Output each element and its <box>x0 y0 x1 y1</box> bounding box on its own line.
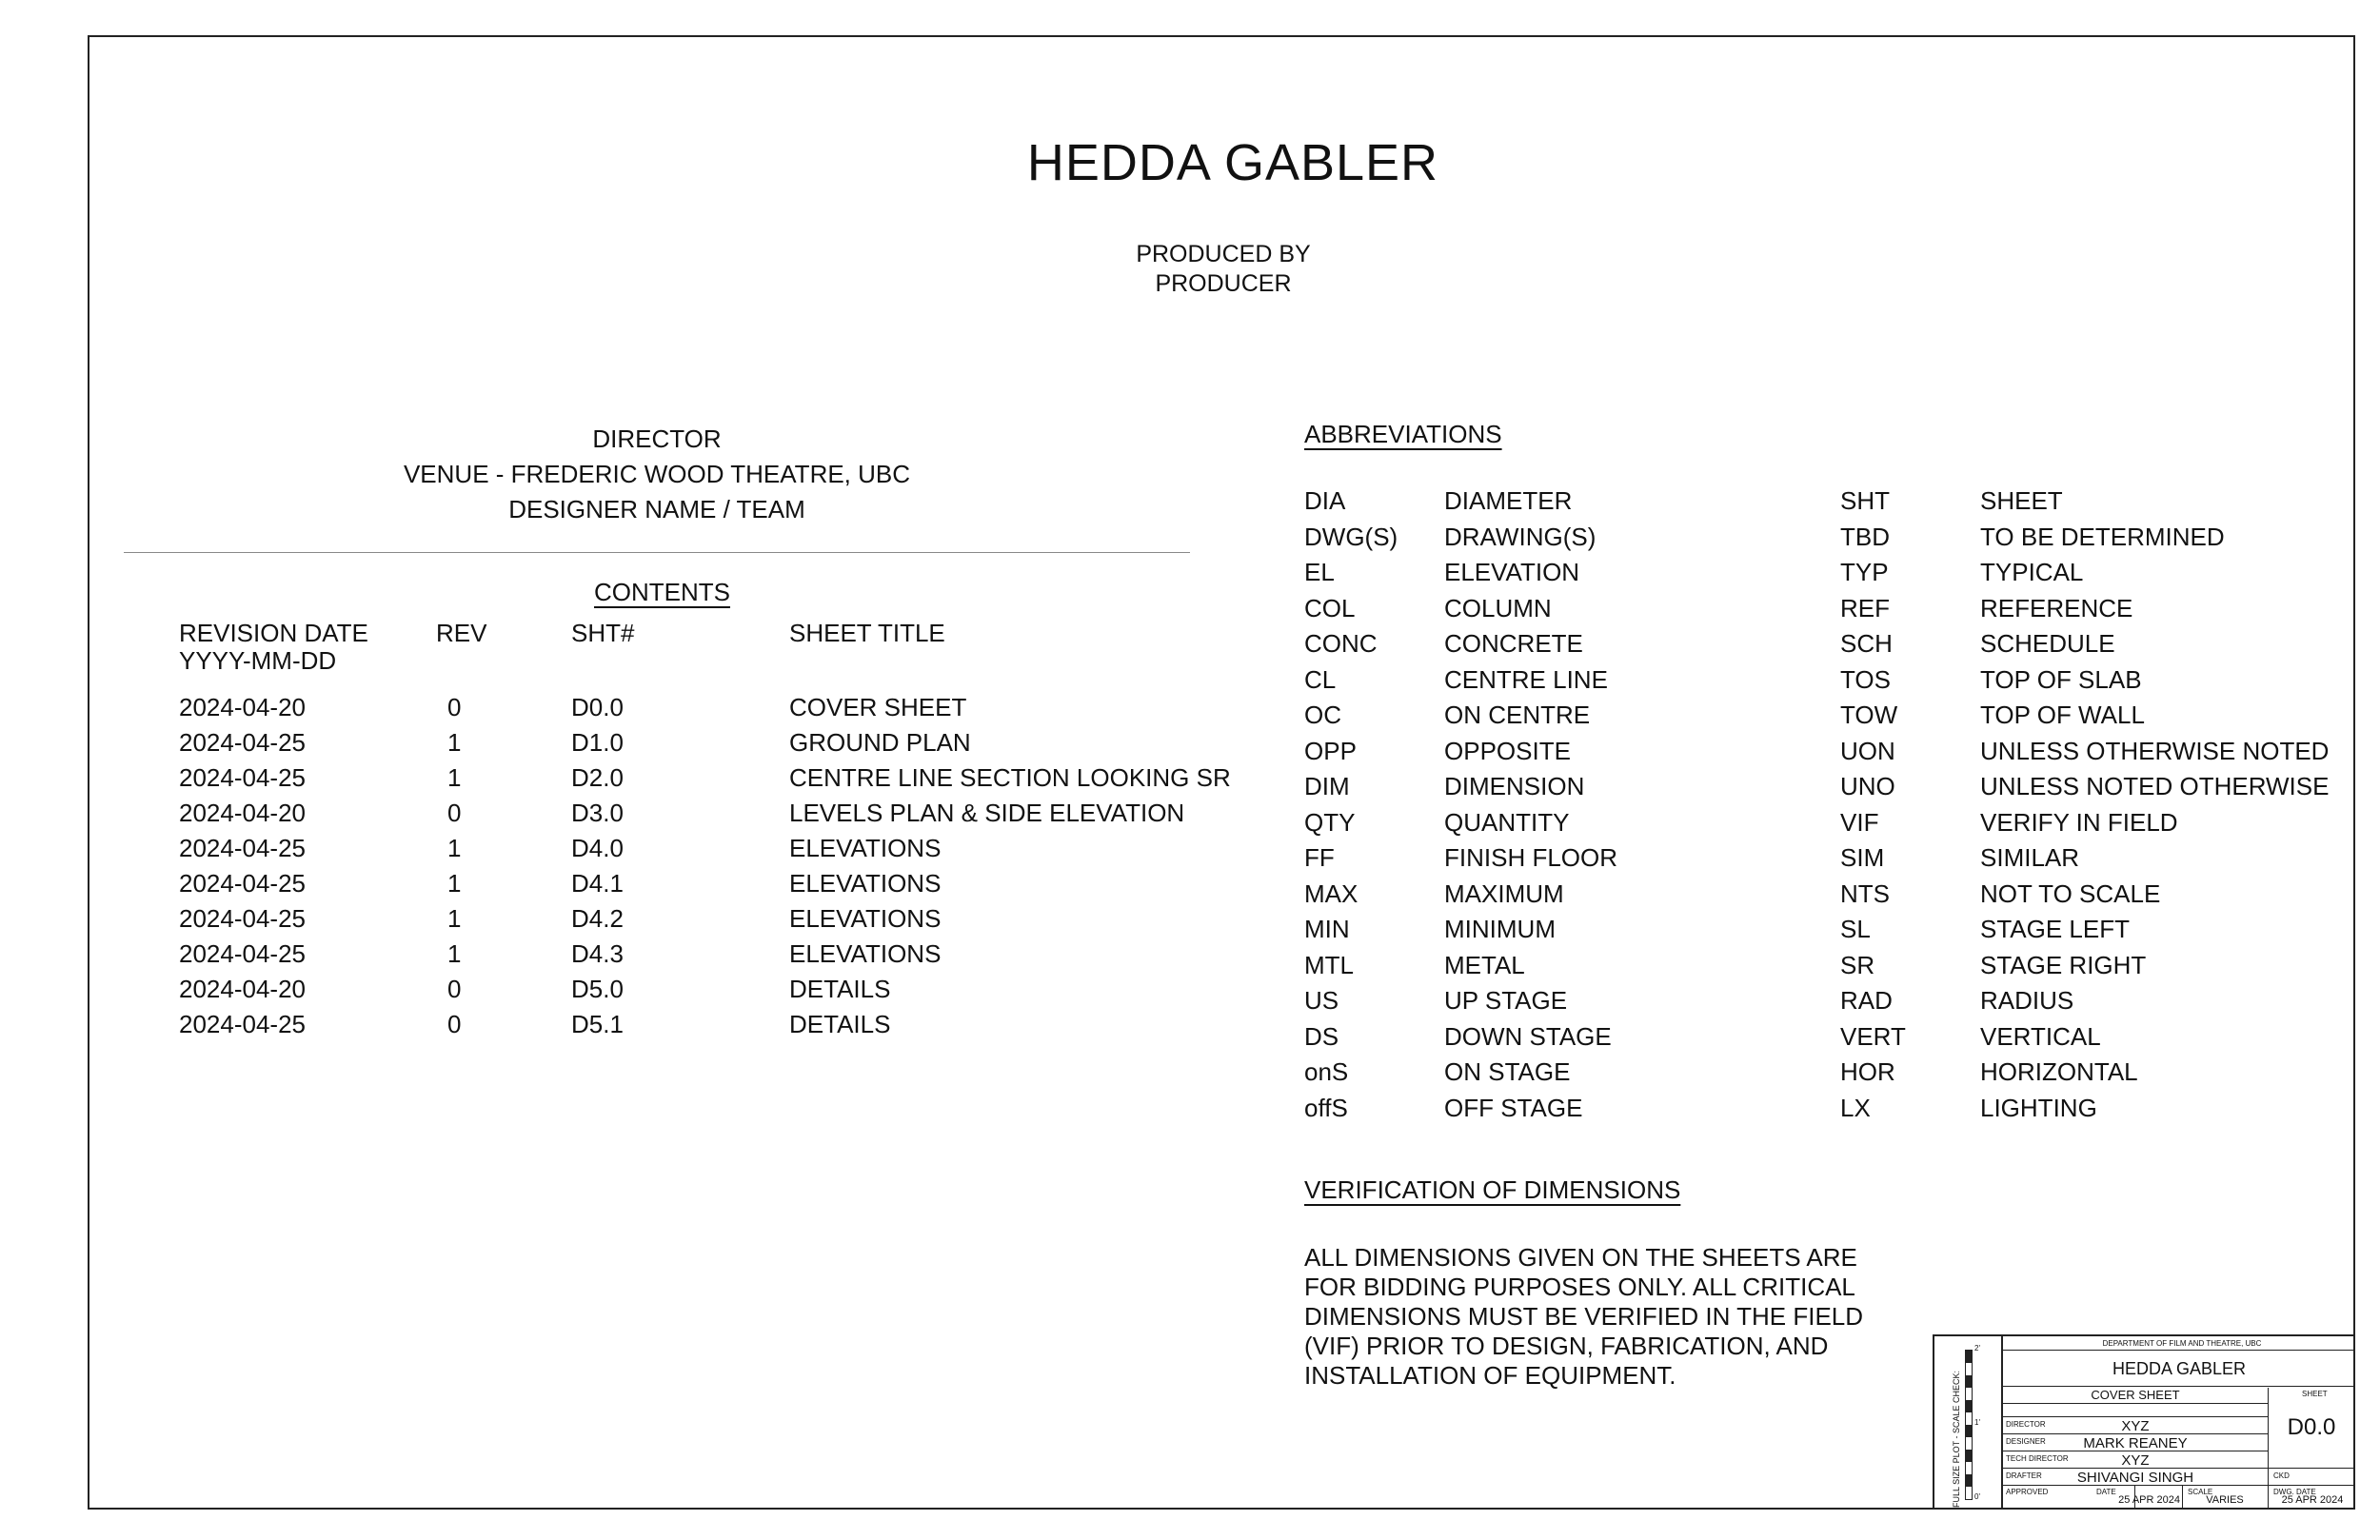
abbr-code: TOW <box>1840 701 1898 729</box>
contents-row-sht: D4.0 <box>571 834 624 862</box>
abbr-meaning: CONCRETE <box>1444 629 1583 658</box>
abbr-code: TOS <box>1840 664 1891 694</box>
abbr-meaning: UNLESS NOTED OTHERWISE <box>1980 772 2330 800</box>
contents-row-rev: 1 <box>447 904 462 933</box>
abbr-meaning: STAGE RIGHT <box>1980 950 2147 979</box>
contents-row-sht: D5.0 <box>571 975 624 1003</box>
contents-row-title: DETAILS <box>789 975 891 1003</box>
abbr-meaning: FINISH FLOOR <box>1444 843 1618 872</box>
tb-sheet-label: SHEET <box>2302 1390 2328 1398</box>
abbr-code: QTY <box>1304 807 1356 837</box>
contents-row-title: ELEVATIONS <box>789 869 942 898</box>
abbr-code: HOR <box>1840 1057 1895 1086</box>
contents-row-date: 2024-04-25 <box>179 834 306 862</box>
tb-drafter-label: DRAFTER <box>2006 1471 2042 1480</box>
verification-line: DIMENSIONS MUST BE VERIFIED IN THE FIELD <box>1304 1302 1864 1331</box>
abbr-code: DIA <box>1304 486 1346 515</box>
abbr-code: FF <box>1304 843 1335 872</box>
contents-row-title: LEVELS PLAN & SIDE ELEVATION <box>789 799 1185 827</box>
contents-row-sht: D4.2 <box>571 904 624 933</box>
contents-row-rev: 0 <box>447 693 462 721</box>
contents-row-date: 2024-04-20 <box>179 975 306 1003</box>
director-credit: DIRECTOR <box>592 424 722 453</box>
contents-row-date: 2024-04-25 <box>179 869 306 898</box>
col-header-date: REVISION DATE <box>179 619 368 647</box>
abbr-code: SIM <box>1840 843 1885 872</box>
abbr-meaning: NOT TO SCALE <box>1980 879 2161 908</box>
abbr-code: SR <box>1840 950 1875 979</box>
abbr-meaning: SIMILAR <box>1980 843 2080 872</box>
contents-row-rev: 0 <box>447 1010 462 1038</box>
divider <box>124 552 1190 553</box>
abbr-code: VERT <box>1840 1021 1906 1051</box>
contents-row-sht: D4.3 <box>571 939 624 968</box>
contents-row-rev: 1 <box>447 869 462 898</box>
abbr-code: UON <box>1840 736 1895 765</box>
produced-by-label: PRODUCED BY <box>1136 241 1311 267</box>
abbr-meaning: OFF STAGE <box>1444 1093 1583 1122</box>
verification-line: FOR BIDDING PURPOSES ONLY. ALL CRITICAL <box>1304 1273 1855 1301</box>
contents-row-sht: D2.0 <box>571 763 624 792</box>
contents-row-title: CENTRE LINE SECTION LOOKING SR <box>789 763 1231 792</box>
abbr-code: DIM <box>1304 772 1350 800</box>
col-header-sht: SHT# <box>571 619 635 647</box>
abbr-code: DS <box>1304 1021 1339 1051</box>
contents-row-date: 2024-04-25 <box>179 1010 306 1038</box>
designer-credit: DESIGNER NAME / TEAM <box>508 495 805 523</box>
contents-row-rev: 0 <box>447 975 462 1003</box>
abbr-meaning: TYPICAL <box>1980 558 2084 586</box>
verification-line: ALL DIMENSIONS GIVEN ON THE SHEETS ARE <box>1304 1243 1857 1272</box>
abbr-meaning: CENTRE LINE <box>1444 664 1608 694</box>
col-header-sheet-title: SHEET TITLE <box>789 619 945 647</box>
contents-row-sht: D3.0 <box>571 799 624 827</box>
abbr-code: MAX <box>1304 879 1359 908</box>
contents-row-date: 2024-04-20 <box>179 799 306 827</box>
abbreviations-heading: ABBREVIATIONS <box>1304 420 1502 448</box>
contents-row-date: 2024-04-25 <box>179 939 306 968</box>
tb-sheet-number: D0.0 <box>2287 1414 2336 1440</box>
tb-dwg-date-label: DWG. DATE <box>2273 1488 2316 1496</box>
abbr-meaning: MINIMUM <box>1444 915 1556 943</box>
abbr-code: SL <box>1840 915 1871 943</box>
abbr-code: UNO <box>1840 772 1895 800</box>
producer: PRODUCER <box>1155 270 1292 297</box>
abbr-meaning: REFERENCE <box>1980 593 2133 622</box>
abbr-meaning: ON STAGE <box>1444 1057 1571 1086</box>
tb-production: HEDDA GABLER <box>2112 1359 2247 1378</box>
abbr-code: MIN <box>1304 915 1350 943</box>
abbr-meaning: OPPOSITE <box>1444 736 1571 765</box>
abbr-code: DWG(S) <box>1304 522 1398 551</box>
verification-line: INSTALLATION OF EQUIPMENT. <box>1304 1361 1676 1390</box>
tb-scale-mark-1: 1' <box>1974 1418 1980 1427</box>
abbr-code: SCH <box>1840 629 1893 658</box>
tb-drafter: SHIVANGI SINGH <box>2076 1470 2194 1486</box>
title-block <box>1933 1334 2355 1510</box>
contents-row-title: ELEVATIONS <box>789 834 942 862</box>
abbr-code: REF <box>1840 593 1890 622</box>
abbr-meaning: ELEVATION <box>1444 558 1580 586</box>
abbr-meaning: TOP OF WALL <box>1980 701 2145 729</box>
abbr-code: CONC <box>1304 629 1378 658</box>
abbr-meaning: ON CENTRE <box>1444 701 1591 729</box>
contents-row-date: 2024-04-25 <box>179 728 306 757</box>
tb-scale: VARIES <box>2206 1494 2244 1506</box>
verification-heading: VERIFICATION OF DIMENSIONS <box>1304 1175 1681 1204</box>
abbr-meaning: VERTICAL <box>1980 1021 2101 1051</box>
tb-designer-label: DESIGNER <box>2006 1437 2046 1446</box>
abbr-code: US <box>1304 986 1339 1015</box>
col-header-date-format: YYYY-MM-DD <box>179 646 337 675</box>
abbr-meaning: MAXIMUM <box>1444 879 1564 908</box>
contents-row-title: DETAILS <box>789 1010 891 1038</box>
contents-row-date: 2024-04-25 <box>179 904 306 933</box>
contents-row-rev: 1 <box>447 763 462 792</box>
abbr-meaning: UNLESS OTHERWISE NOTED <box>1980 736 2330 765</box>
venue-credit: VENUE - FREDERIC WOOD THEATRE, UBC <box>403 460 911 488</box>
contents-row-sht: D4.1 <box>571 869 624 898</box>
col-header-rev: REV <box>436 619 487 647</box>
abbr-code: LX <box>1840 1093 1871 1122</box>
abbr-meaning: SHEET <box>1980 486 2063 515</box>
abbr-code: CL <box>1304 664 1337 694</box>
abbr-code: RAD <box>1840 986 1893 1015</box>
abbr-meaning: COLUMN <box>1444 593 1552 622</box>
contents-row-title: ELEVATIONS <box>789 939 942 968</box>
contents-heading: CONTENTS <box>594 578 730 606</box>
tb-designer: MARK REANEY <box>2083 1435 2188 1451</box>
abbr-meaning: DRAWING(S) <box>1444 522 1597 551</box>
tb-date-label: DATE <box>2096 1488 2116 1496</box>
contents-row-date: 2024-04-25 <box>179 763 306 792</box>
abbr-meaning: UP STAGE <box>1444 986 1568 1015</box>
abbr-meaning: RADIUS <box>1980 986 2074 1015</box>
abbr-code: SHT <box>1840 486 1890 515</box>
abbr-code: OPP <box>1304 736 1357 765</box>
tb-scale-label: SCALE <box>2188 1488 2213 1496</box>
abbr-meaning: SCHEDULE <box>1980 629 2115 658</box>
verification-line: (VIF) PRIOR TO DESIGN, FABRICATION, AND <box>1304 1332 1829 1360</box>
abbr-code: MTL <box>1304 950 1354 979</box>
abbr-code: NTS <box>1840 879 1890 908</box>
tb-scale-mark-2: 2' <box>1974 1344 1980 1352</box>
tb-director-label: DIRECTOR <box>2006 1420 2046 1429</box>
abbr-code: EL <box>1304 558 1335 586</box>
abbr-meaning: DIMENSION <box>1444 772 1585 800</box>
abbr-code: TYP <box>1840 558 1889 586</box>
contents-row-sht: D5.1 <box>571 1010 624 1038</box>
tb-dwg-date: 25 APR 2024 <box>2281 1494 2344 1506</box>
tb-tech-director-label: TECH DIRECTOR <box>2006 1454 2069 1463</box>
abbr-code: onS <box>1304 1057 1349 1086</box>
page-title: HEDDA GABLER <box>1026 134 1439 191</box>
tb-scale-check: FULL SIZE PLOT - SCALE CHECK: <box>1952 1370 1961 1508</box>
contents-row-title: ELEVATIONS <box>789 904 942 933</box>
tb-ckd-label: CKD <box>2273 1471 2290 1480</box>
tb-date: 25 APR 2024 <box>2118 1494 2180 1506</box>
abbr-code: VIF <box>1840 807 1879 837</box>
tb-scale-mark-0: 0' <box>1974 1492 1980 1501</box>
abbr-code: OC <box>1304 701 1341 729</box>
tb-tech-director: XYZ <box>2121 1452 2150 1469</box>
abbr-meaning: TOP OF SLAB <box>1980 664 2142 694</box>
contents-row-date: 2024-04-20 <box>179 693 306 721</box>
abbr-code: TBD <box>1840 522 1890 551</box>
contents-row-rev: 1 <box>447 728 462 757</box>
tb-approved-label: APPROVED <box>2006 1488 2049 1496</box>
contents-row-rev: 1 <box>447 834 462 862</box>
abbr-meaning: METAL <box>1444 950 1525 979</box>
abbr-meaning: DOWN STAGE <box>1444 1021 1612 1051</box>
abbr-meaning: TO BE DETERMINED <box>1980 522 2225 551</box>
tb-department: DEPARTMENT OF FILM AND THEATRE, UBC <box>2102 1339 2262 1348</box>
abbr-meaning: HORIZONTAL <box>1980 1057 2138 1086</box>
abbr-meaning: QUANTITY <box>1444 807 1570 837</box>
abbr-code: offS <box>1304 1093 1348 1122</box>
contents-row-sht: D0.0 <box>571 693 624 721</box>
contents-row-sht: D1.0 <box>571 728 624 757</box>
abbr-meaning: VERIFY IN FIELD <box>1980 807 2178 837</box>
abbr-meaning: STAGE LEFT <box>1980 915 2130 943</box>
tb-sheet-name: COVER SHEET <box>2091 1388 2180 1402</box>
tb-director: XYZ <box>2121 1418 2150 1434</box>
contents-row-rev: 1 <box>447 939 462 968</box>
contents-row-title: COVER SHEET <box>789 693 967 721</box>
contents-row-rev: 0 <box>447 799 462 827</box>
abbr-code: COL <box>1304 593 1356 622</box>
contents-row-title: GROUND PLAN <box>789 728 971 757</box>
scale-bar <box>1965 1350 1973 1500</box>
abbr-meaning: DIAMETER <box>1444 486 1573 515</box>
abbr-meaning: LIGHTING <box>1980 1093 2097 1122</box>
